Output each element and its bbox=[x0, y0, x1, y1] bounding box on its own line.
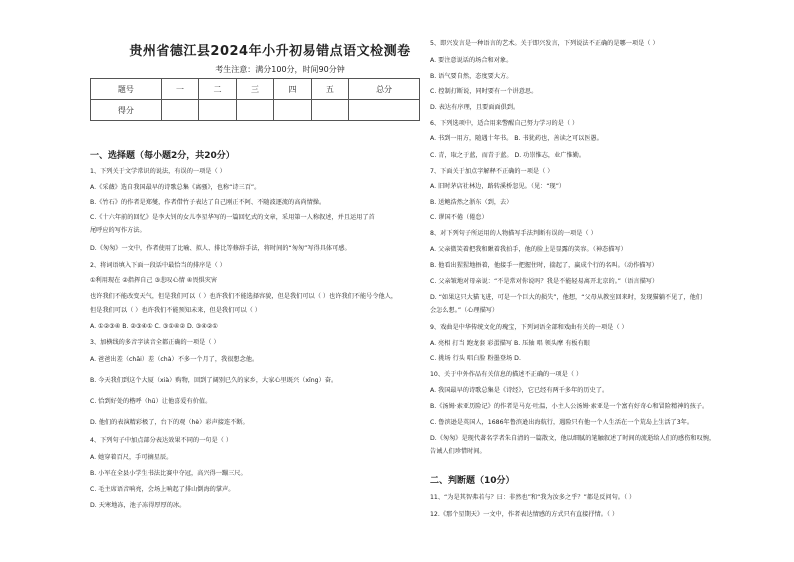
table-cell: 得分 bbox=[91, 100, 162, 121]
question-line: 会怎么想。”（心理描写） bbox=[430, 307, 499, 314]
question-line: 也许我们不能改变天气，但是我们可以（ ）也许我们不能选择容貌，但是我们可以（ ）也许我们不能号令他人， bbox=[90, 293, 398, 300]
question-line: 6、下列选项中，适合用来警醒自己努力学习的是（ ） bbox=[430, 120, 579, 127]
question-line: D. 表达有序理，且要面面俱到。 bbox=[430, 104, 520, 111]
table-cell bbox=[274, 100, 311, 121]
question-line: A. ①②③④ B. ②③④① C. ③①④② D. ③④②① bbox=[90, 323, 218, 330]
question-line: A. 旧时茅店社林边，路转溪桥忽见。（见：“现”） bbox=[430, 183, 566, 190]
question-line: 11、“为是其智弗若与？曰：非然也”和“我为汝多之乎？”都是反问句。（ ） bbox=[430, 494, 636, 501]
section-title-judge: 二、判断题（10分） bbox=[430, 476, 515, 486]
table-cell bbox=[311, 100, 348, 121]
question-line: 9、戏曲是中华传统文化的瑰宝，下列词语全部和戏曲有关的一项是（ ） bbox=[430, 324, 628, 331]
question-line: 7、下面关于加点字解释不正确的一项是（ ） bbox=[430, 168, 554, 175]
exam-notice: 考生注意：满分100分，时间90分钟 bbox=[215, 65, 345, 74]
question-line: D. 他们的表演精彩极了，台下的观（hè）彩声接连不断。 bbox=[90, 419, 249, 426]
question-line: ①利用现在 ②指挥自己 ③悲叹心情 ④畏惧灾害 bbox=[90, 277, 218, 284]
question-line: A. 我国最早的诗歌总集是《诗经》，它已经有两千多年的历史了。 bbox=[430, 387, 609, 394]
question-line: A. 要注意说话的场合和对象。 bbox=[430, 57, 513, 64]
table-cell bbox=[161, 100, 198, 121]
question-line: C. 毛主席语音响亮，会场上响起了排山倒海的掌声。 bbox=[90, 486, 235, 493]
question-line: 2、将词语填入下面一段话中最恰当的排序是（ ） bbox=[90, 262, 226, 269]
table-cell: 四 bbox=[274, 79, 311, 100]
table-row bbox=[91, 79, 420, 100]
table-cell: 三 bbox=[236, 79, 273, 100]
question-line: C. 父亲皱地对母亲说：“不是常对你说吗？我是不能轻易离开北京的。”（语言描写） bbox=[430, 278, 659, 285]
question-line: C. 谬国不倦（倦怠） bbox=[430, 214, 488, 221]
question-line: A.《采薇》选自我国最早的诗歌总集《离骚》，也称“诗三百”。 bbox=[90, 184, 261, 191]
question-line: 12.《那个星期天》一文中，作者表达情感的方式只有直接抒情。（ ） bbox=[430, 511, 619, 518]
table-cell bbox=[236, 100, 273, 121]
table-cell bbox=[199, 100, 236, 121]
score-table bbox=[90, 78, 420, 121]
table-cell: 题号 bbox=[91, 79, 162, 100]
question-line: C.《十六年前的回忆》是李大钊的女儿李星华写的一篇回忆式的文章，采用第一人称叙述，并且运用了首 bbox=[90, 214, 375, 221]
question-line: 5、即兴发言是一种语言的艺术。关于即兴发言，下列说法不正确的是哪一项是（ ） bbox=[430, 40, 659, 47]
question-line: A. 亮相 打当 跑龙套 彩蛋描写 B. 压轴 唱 领头摩 有板有眼 bbox=[430, 340, 590, 347]
question-line: C. 鲁滨逊是英国人，1686年鲁滨逊出海航行，遇险只有他一个人生活在一个荒岛上生活了3年。 bbox=[430, 419, 694, 426]
question-line: A. 她穿着百尺，手可摘星辰。 bbox=[90, 454, 173, 461]
question-line: B.《汤姆·索亚历险记》的作者是马克·吐温，小主人公汤姆·索亚是一个富有好奇心和冒险精神的孩子。 bbox=[430, 403, 709, 410]
question-line: B. 他看出猩猩地捂着，他接手一把握住时，揣起了，赢成个行的名叫。（动作描写） bbox=[430, 262, 658, 269]
question-line: 尾呼应的写作方法。 bbox=[90, 227, 146, 234]
question-line: C. 控制打断说，同时要有一个讲意思。 bbox=[430, 88, 538, 95]
question-line: B. 语气要自然，态度要大方。 bbox=[430, 73, 513, 80]
question-line: B. 小军在全县小学生书法比赛中夺冠，高兴得一蹦三尺。 bbox=[90, 470, 247, 477]
question-line: 但是我们可以（ ）也许我们不能预知未来，但是我们可以（ ） bbox=[90, 307, 261, 314]
question-line: B. 送鲍浩然之浙东（到，去） bbox=[430, 199, 513, 206]
question-line: D. 天寒地冻，池子冻得厚厚的冰。 bbox=[90, 502, 186, 509]
question-line: D.《匆匆》一文中，作者使用了比喻、拟人、排比等修辞手法，将时间的“匆匆”写得具体可感。 bbox=[90, 245, 351, 252]
question-line: 3、加横线的多音字读音全都正确的一项是（ ） bbox=[90, 339, 220, 346]
table-row bbox=[91, 100, 420, 121]
table-cell: 二 bbox=[199, 79, 236, 100]
table-cell: 五 bbox=[311, 79, 348, 100]
table-cell: 总分 bbox=[349, 79, 420, 100]
question-line: C. 青，取之于蓝，而青于蓝。 D. 功崇惟志，业广惟勤。 bbox=[430, 152, 586, 159]
question-line: C. 恰到好处的楷呼（hū）让他喜爱有价值。 bbox=[90, 398, 212, 405]
question-line: D. “如果这只大猫飞进，可是一个巨大的损失”，他想，“父母从教室回来时，发现猫躺不见了，他们 bbox=[430, 294, 702, 301]
question-line: A. 书到一用方，随遇十年书。 B. 书犹药也，善读之可以医愚。 bbox=[430, 135, 603, 142]
question-line: D.《匆匆》是现代著名学者朱自清的一篇散文，他以细腻的笔触叙述了时间的流逝给人们的感伤和叹惋， bbox=[430, 435, 716, 442]
question-line: A. 爸爸出差（chāi）差（chà）不多一个月了，我很想念他。 bbox=[90, 356, 259, 363]
question-line: 4、下列句子中加点部分表达效果不同的一句是（ ） bbox=[90, 437, 233, 444]
question-line: B. 今天我们到这个大厦（xià）购物，回到了阔别已久的家乡，大家心里既兴（xīng）奋。 bbox=[90, 377, 338, 384]
question-line: C. 挑场 行头 唱白脸 粉墨登场 D. bbox=[430, 355, 521, 362]
section-title-choice: 一、选择题（每小题2分，共20分） bbox=[90, 151, 235, 161]
question-line: 10、关于中外作品有关信息的描述不正确的一项是（ ） bbox=[430, 371, 583, 378]
question-line: 8、对下列句子所运用的人物描写手法判断有误的一项是（ ） bbox=[430, 230, 597, 237]
table-cell bbox=[349, 100, 420, 121]
page-title: 贵州省德江县2024年小升初易错点语文检测卷 bbox=[129, 44, 411, 59]
table-cell: 一 bbox=[161, 79, 198, 100]
question-line: 告诫人们珍惜时间。 bbox=[430, 448, 486, 455]
question-line: A. 父亲微笑着把我和瞅着我拍手，他的脸上是显露的笑容。（神态描写） bbox=[430, 246, 627, 253]
question-line: 1、下列关于文学常识的说法，有误的一项是（ ） bbox=[90, 168, 226, 175]
question-line: B.《竹石》的作者是郑燮，作者借竹子表达了自己刚正不阿、不随波逐流的高尚情操。 bbox=[90, 199, 326, 206]
